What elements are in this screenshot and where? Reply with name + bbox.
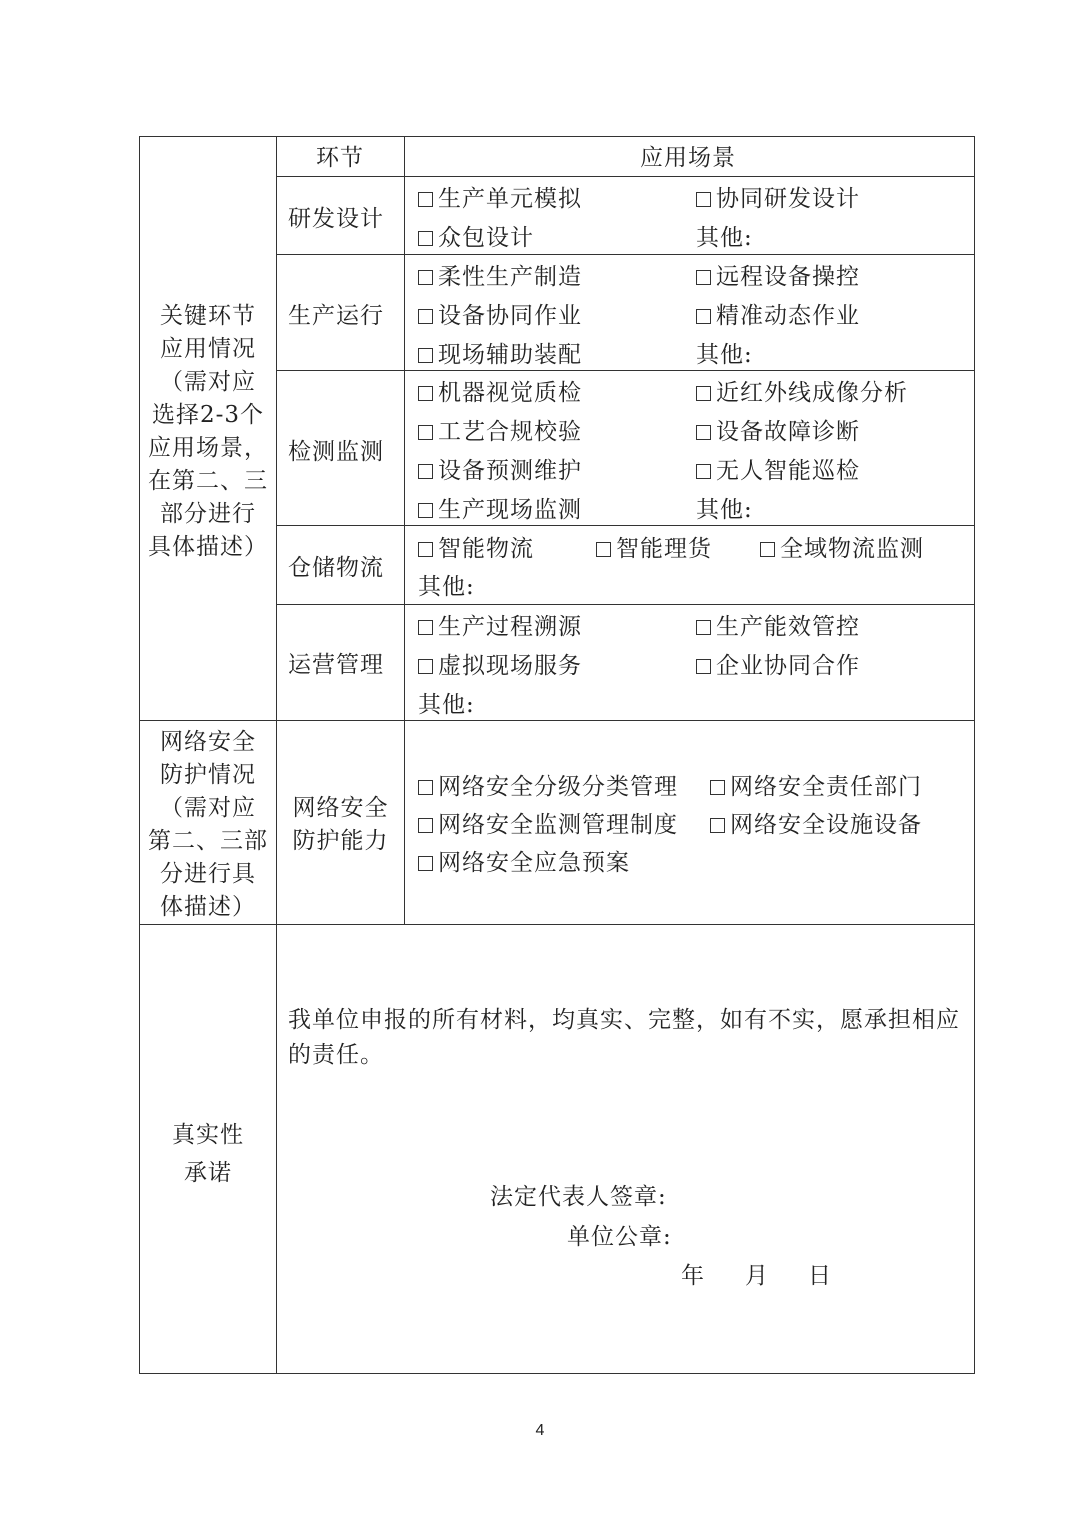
- checkbox-icon[interactable]: [418, 348, 433, 363]
- checkbox-icon[interactable]: [418, 503, 433, 518]
- option-checkbox[interactable]: 设备预测维护: [418, 455, 582, 487]
- section-divider: [139, 924, 975, 925]
- checkbox-icon[interactable]: [418, 464, 433, 479]
- stage-production: 生产运行: [288, 303, 384, 329]
- date-year: 年: [681, 1263, 705, 1289]
- option-checkbox[interactable]: 智能理货: [596, 533, 712, 565]
- option-checkbox[interactable]: 设备故障诊断: [696, 416, 860, 448]
- checkbox-icon[interactable]: [418, 818, 433, 833]
- section-divider: [139, 720, 975, 721]
- other-field[interactable]: 其他:: [418, 574, 475, 600]
- col-divider-1: [276, 136, 277, 1374]
- checkbox-icon[interactable]: [418, 780, 433, 795]
- option-checkbox[interactable]: 生产单元模拟: [418, 183, 582, 215]
- checkbox-icon[interactable]: [418, 659, 433, 674]
- option-checkbox[interactable]: 企业协同合作: [696, 650, 860, 682]
- row-divider: [276, 254, 975, 255]
- row-divider: [276, 525, 975, 526]
- stage-operations: 运营管理: [288, 652, 384, 678]
- option-checkbox[interactable]: 网络安全应急预案: [418, 847, 630, 879]
- header-scenarios: 应用场景: [640, 145, 736, 171]
- option-checkbox[interactable]: 网络安全监测管理制度: [418, 809, 678, 841]
- date-month: 月: [745, 1263, 769, 1289]
- checkbox-icon[interactable]: [696, 309, 711, 324]
- unit-seal[interactable]: 单位公章:: [567, 1224, 672, 1250]
- option-checkbox[interactable]: 网络安全责任部门: [710, 771, 922, 803]
- commitment-statement: 我单位申报的所有材料，均真实、完整，如有不实，愿承担相应的责任。: [288, 1007, 960, 1068]
- other-field[interactable]: 其他:: [418, 692, 475, 718]
- other-field[interactable]: 其他:: [696, 497, 753, 523]
- checkbox-icon[interactable]: [696, 386, 711, 401]
- date-day: 日: [808, 1263, 832, 1289]
- section2-label: 网络安全 防护情况 （需对应 第二、三部 分进行具 体描述）: [148, 729, 268, 920]
- section2-stage: 网络安全 防护能力: [292, 795, 389, 854]
- option-checkbox[interactable]: 工艺合规校验: [418, 416, 582, 448]
- option-checkbox[interactable]: 虚拟现场服务: [418, 650, 582, 682]
- option-checkbox[interactable]: 柔性生产制造: [418, 261, 582, 293]
- option-checkbox[interactable]: 精准动态作业: [696, 300, 860, 332]
- checkbox-icon[interactable]: [596, 542, 611, 557]
- section1-label: 关键环节 应用情况 （需对应 选择2-3个 应用场景， 在第二、三 部分进行 具体描述）: [148, 303, 268, 560]
- option-checkbox[interactable]: 无人智能巡检: [696, 455, 860, 487]
- option-checkbox[interactable]: 机器视觉质检: [418, 377, 582, 409]
- checkbox-icon[interactable]: [418, 425, 433, 440]
- checkbox-icon[interactable]: [418, 386, 433, 401]
- checkbox-icon[interactable]: [696, 192, 711, 207]
- checkbox-icon[interactable]: [710, 780, 725, 795]
- header-stage: 环节: [316, 145, 364, 171]
- checkbox-icon[interactable]: [418, 856, 433, 871]
- row-divider: [276, 370, 975, 371]
- checkbox-icon[interactable]: [418, 542, 433, 557]
- other-field[interactable]: 其他:: [696, 342, 753, 368]
- checkbox-icon[interactable]: [418, 270, 433, 285]
- section3-label: 真实性 承诺: [172, 1122, 244, 1186]
- stage-inspection: 检测监测: [288, 439, 384, 465]
- checkbox-icon[interactable]: [418, 231, 433, 246]
- checkbox-icon[interactable]: [696, 270, 711, 285]
- option-checkbox[interactable]: 生产现场监测: [418, 494, 582, 526]
- checkbox-icon[interactable]: [710, 818, 725, 833]
- row-divider: [276, 604, 975, 605]
- checkbox-icon[interactable]: [696, 620, 711, 635]
- option-checkbox[interactable]: 远程设备操控: [696, 261, 860, 293]
- other-field[interactable]: 其他:: [696, 225, 753, 251]
- page-number: 4: [535, 1422, 545, 1439]
- legal-rep-signature[interactable]: 法定代表人签章:: [490, 1184, 667, 1210]
- row-divider: [276, 176, 975, 177]
- option-checkbox[interactable]: 网络安全设施设备: [710, 809, 922, 841]
- checkbox-icon[interactable]: [418, 192, 433, 207]
- stage-rd-design: 研发设计: [288, 206, 384, 232]
- option-checkbox[interactable]: 近红外线成像分析: [696, 377, 908, 409]
- option-checkbox[interactable]: 网络安全分级分类管理: [418, 771, 678, 803]
- checkbox-icon[interactable]: [418, 620, 433, 635]
- checkbox-icon[interactable]: [760, 542, 775, 557]
- checkbox-icon[interactable]: [418, 309, 433, 324]
- option-checkbox[interactable]: 协同研发设计: [696, 183, 860, 215]
- option-checkbox[interactable]: 生产能效管控: [696, 611, 860, 643]
- option-checkbox[interactable]: 智能物流: [418, 533, 534, 565]
- option-checkbox[interactable]: 设备协同作业: [418, 300, 582, 332]
- option-checkbox[interactable]: 众包设计: [418, 222, 534, 254]
- checkbox-icon[interactable]: [696, 659, 711, 674]
- checkbox-icon[interactable]: [696, 464, 711, 479]
- option-checkbox[interactable]: 现场辅助装配: [418, 339, 582, 371]
- option-checkbox[interactable]: 生产过程溯源: [418, 611, 582, 643]
- stage-logistics: 仓储物流: [288, 555, 384, 581]
- option-checkbox[interactable]: 全域物流监测: [760, 533, 924, 565]
- checkbox-icon[interactable]: [696, 425, 711, 440]
